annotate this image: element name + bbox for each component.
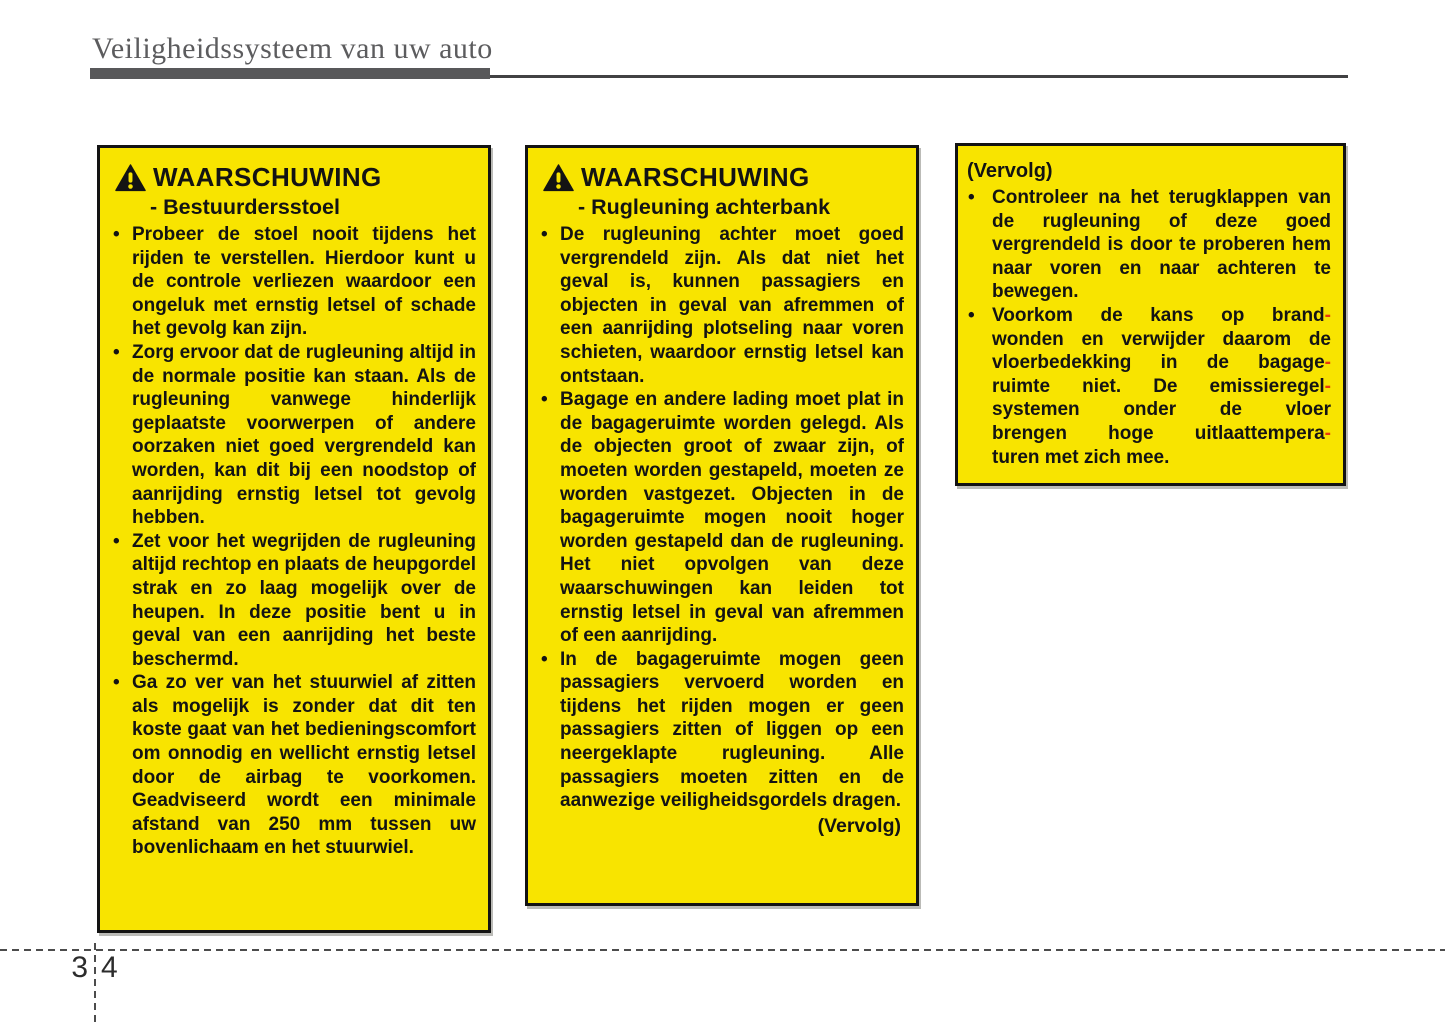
warning-box-continued: [955, 143, 1346, 486]
warning-triangle-icon: [115, 164, 146, 192]
bullet-icon: •: [113, 672, 120, 694]
warning-box-rear-seatback: [525, 145, 919, 906]
warning-box-driver-seat: [97, 145, 491, 933]
footer-dashed-divider: [94, 943, 96, 1026]
bullet-icon: •: [968, 187, 975, 208]
warning-subtitle: - Bestuurdersstoel: [150, 195, 340, 219]
list-item: [112, 671, 476, 860]
bullet-text: In de bagageruimte mogen geen passagiers vervoerd worden en tijdens het rijden mogen er geen passagiers zitten of liggen op een neergeklapte rugleuning. Alle passagiers moeten zitten en de aanwezige veiligheidsgordels dragen.: [560, 648, 904, 812]
warning-header: [543, 162, 904, 193]
warning-subtitle: - Rugleuning achterbank: [578, 195, 831, 219]
list-item: [540, 388, 904, 648]
list-item: [540, 648, 904, 813]
list-item: [112, 341, 476, 530]
red-hyphen: -: [1324, 352, 1331, 374]
title-underline-bar: [90, 68, 490, 79]
text-line: Voorkom de kans op brand-: [992, 304, 1331, 326]
text-line: wonden en verwijder daarom de: [992, 328, 1331, 350]
bullet-text: De rugleuning achter moet goed vergrendeld zijn. Als dat niet het geval is, kunnen passagiers en objecten in geval van afremmen of een aanrijding plotseling naar voren schieten, waardoor ernstig letsel kan ontstaan.: [560, 224, 904, 387]
continued-label: (Vervolg): [817, 814, 901, 837]
chapter-number: 3: [71, 951, 88, 984]
title-underline-rule: [490, 75, 1348, 78]
bullet-icon: •: [113, 224, 120, 245]
text-line: brengen hoge uitlaattempera-: [992, 422, 1331, 444]
warning-header: [115, 162, 476, 193]
bullet-icon: •: [113, 341, 120, 363]
bullet-text: Zorg ervoor dat de rugleuning altijd in de normale positie kan staan. Als de rugleuning vanwege hinderlijk geplaatste voorwerpen of andere oorzaken niet goed vergrendeld kan worden, kan dit bij een noodstop of aanrijding ernstig letsel tot gevolg hebben.: [132, 341, 476, 529]
warning-title: WAARSCHUWING: [581, 162, 810, 192]
text-line: systemen onder de vloer: [992, 399, 1331, 421]
bullet-text: [992, 304, 1331, 469]
page-title: Veiligheidssysteem van uw auto: [92, 32, 493, 65]
warning-title: WAARSCHUWING: [153, 162, 382, 192]
list-item: [966, 304, 1331, 469]
warning-triangle-icon: [543, 164, 574, 192]
bullet-text: Ga zo ver van het stuurwiel af zitten als mogelijk is zonder dat dit ten koste gaat van het bedieningscomfort om onnodig en wellicht ernstig letsel door de airbag te voorkomen. Geadviseerd wordt een minimale afstand van 250 mm tussen uw bovenlichaam en het stuurwiel.: [132, 672, 476, 859]
bullet-text: Bagage en andere lading moet plat in de bagageruimte worden gelegd. Als de objecten groot of zwaar zijn, of moeten worden gestapeld, moeten ze worden vastgezet. Objecten in de bagageruimte mogen nooit hoger worden gestapeld dan de rugleuning. Het niet opvolgen van deze waarschuwingen kan leiden tot ernstig letsel in geval van afremmen of een aanrijding.: [560, 389, 904, 647]
red-hyphen: -: [1324, 375, 1331, 397]
page-number: 4: [101, 951, 118, 984]
bullet-icon: •: [113, 530, 120, 552]
list-item: [540, 223, 904, 388]
red-hyphen: -: [1324, 304, 1331, 326]
text-line: ruimte niet. De emissieregel-: [992, 375, 1331, 397]
list-item: [966, 186, 1331, 304]
list-item: [112, 530, 476, 672]
bullet-text: Probeer de stoel nooit tijdens het rijden te verstellen. Hierdoor kunt u de controle verliezen waardoor een ongeluk met ernstig letsel of schade het gevolg kan zijn.: [132, 224, 476, 340]
footer-dashed-rule: [0, 949, 1445, 951]
bullet-icon: •: [541, 648, 548, 670]
red-hyphen: -: [1324, 422, 1331, 444]
list-item: [112, 223, 476, 341]
bullet-icon: •: [541, 389, 548, 411]
bullet-text: Controleer na het terugklappen van de rugleuning of deze goed vergrendeld is door te proberen hem naar voren en naar achteren te bewegen.: [992, 187, 1331, 303]
continued-label: (Vervolg): [967, 160, 1053, 182]
bullet-icon: •: [541, 224, 548, 245]
bullet-icon: •: [968, 304, 975, 326]
text-line: vloerbedekking in de bagage-: [992, 352, 1331, 374]
bullet-text: Zet voor het wegrijden de rugleuning altijd rechtop en plaats de heupgordel strak en zo laag mogelijk over de heupen. In deze positie bent u in geval van een aanrijding het beste beschermd.: [132, 530, 476, 670]
text-line: turen met zich mee.: [992, 446, 1170, 468]
